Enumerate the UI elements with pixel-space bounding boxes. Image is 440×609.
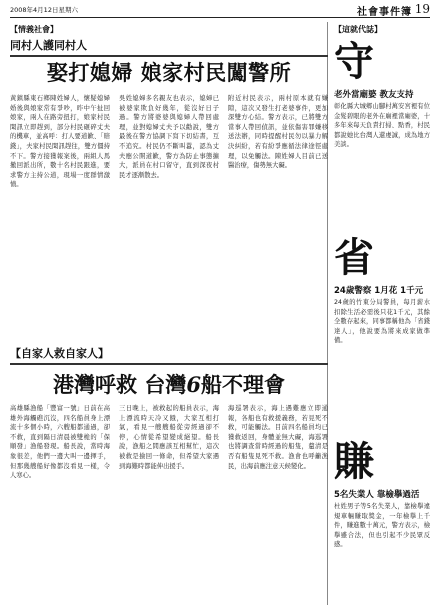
big-character-3: 賺 <box>334 438 374 485</box>
sidebar-item-3-text: 杜姓男子等5名失業人，靠檢擧違規車輛賺取獎金，一年檢擧上千件，賺進數十萬元，警方表示，檢擧雖合法，但也引起不少民眾反感。 <box>334 503 430 549</box>
sidebar-item-2-text: 24歲的竹東分局警員，每月薪水扣除生活必需後只花1千元，其餘全數存起來，同事都稱他為「省錢達人」，他說要為將來成家做準備。 <box>334 299 430 345</box>
story1-column-3: 附近村民表示，兩村原本就有嫌隙，這次又發生打老婆事件，更加深雙方心結。警方表示，已將雙方當事人帶回偵訊，並依傷害罪嫌移送法辦，同時提醒村民勿以暴力解決糾紛，若有紛爭應循法律途徑處理，以免觸法。陳姓婦人目前已送醫治療，傷勢無大礙。 <box>228 95 328 170</box>
story2-column-1: 高雄縣漁船「豐富一號」日前在高雄外海觸礁沉沒，四名船員身上漂流十多個小時，六艘船都通過，卻不救，直到隔日清晨被雙桅的「保順發」漁船發現。船長說，當時海象很差，他們一邊大叫一邊揮手，但那幾艘船好像都沒看見一樣，令人寒心。 <box>10 405 110 480</box>
sidebar-item-1-headline: 老外當廟婆 教友支持 <box>334 90 414 100</box>
big-character-1: 守 <box>334 38 374 85</box>
story2-tag: 【自家人救自家人】 <box>10 345 328 365</box>
sidebar-item-3-headline: 5名失業人 靠檢擧過活 <box>334 490 420 500</box>
big-character-2: 省 <box>334 234 374 281</box>
story1-tag: 【情義社會】 <box>10 25 58 34</box>
story1-column-2: 吳姓媳婦多名親友也表示，媳婦已被婆家欺負好幾年，從沒好日子過。警方將婆婆與媳婦人帶回處理，並對媳婦丈夫予以勸說，雙方最後在警方協調下寫下切結書，互不追究。村民仍不斷叫囂，認為丈夫應公開道歉，警方為防止事態擴大，派員在村口留守，直到深夜村民才逐漸散去。 <box>119 95 219 179</box>
story2-column-2: 三日晚上，被救起的船員表示，海上漂流時天冷又餓，大家互相打氣，看見一艘艘船從旁經過卻不停，心情從希望變成絕望。船長說，漁船之間應該互相幫忙，這次被救是撿回一條命，但希望大家遇到海難時都能伸出援手。 <box>119 405 219 470</box>
story1-kicker: 同村人護同村人 <box>10 37 328 57</box>
story1-headline: 娶打媳婦 娘家村民闖警所 <box>46 60 292 85</box>
page-number: 19 <box>414 2 430 16</box>
page-header <box>10 4 430 18</box>
story2-column-3: 海巡署表示，海上遇難應立即通報，各船也有救援義務，若見死不救，可能觸法。目前四名船員均已獲救返回，身體並無大礙，海巡署也將調查當時經過的船隻，釐清是否有船隻見死不救。漁會也呼籲漁民，出海前應注意天候變化。 <box>228 405 328 470</box>
sidebar-item-1-text: 彰化縣大城鄉山腳村萬安宮裡有位金髮碧眼的老外在廟裡當廟婆，十多年來每天負責打掃、點香，村民都說她比台灣人還虔誠，成為地方美談。 <box>334 103 430 149</box>
story2-headline: 港灣呼救 台灣6船不理會 <box>53 372 285 397</box>
sidebar-tag: 【這就代誌】 <box>334 25 382 34</box>
issue-date: 2008年4月12日星期六 <box>10 6 78 14</box>
sidebar-column <box>334 22 430 605</box>
main-column <box>10 22 328 605</box>
sidebar-item-2-headline: 24歲警察 1月花 1千元 <box>334 286 424 296</box>
story1-column-1: 黃鎮縣東石鄉陳姓婦人，懷疑媳婦婚後與娘家常有爭吵，昨中午扯回娘家，兩人在路旁扭打，娘家村民聞訊立即趕到，部分村民砸碎丈夫的機車，並高呼：打人要道歉、「賠錢」，夫家村民聞訊趕往，雙方僵持不下。警方接獲報案後，兩組人馬撤回派出所，數十名村民跟進，要求警方主持公道，現場一度群情激憤。 <box>10 95 110 189</box>
section-title: 社會事件簿 <box>357 7 412 18</box>
